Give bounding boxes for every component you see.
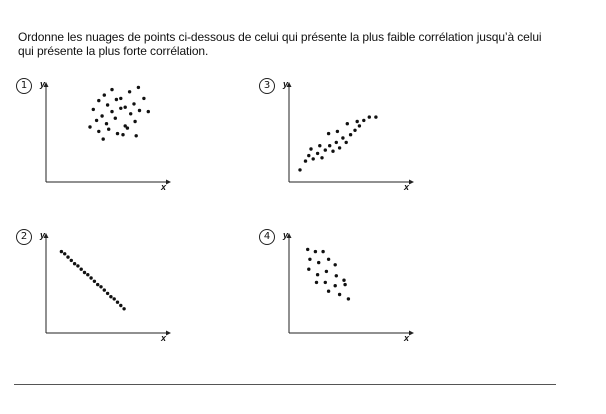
scatter-point xyxy=(318,144,321,147)
x-axis-arrow xyxy=(409,180,414,185)
scatter-point xyxy=(99,285,102,288)
scatter-point xyxy=(353,129,356,132)
plot-number-badge: 2 xyxy=(16,229,32,245)
scatter-point xyxy=(304,159,307,162)
scatter-point xyxy=(347,297,350,300)
y-axis-label: y xyxy=(283,79,289,89)
scatter-point xyxy=(115,98,118,101)
scatter-point xyxy=(331,150,334,153)
scatter-point xyxy=(349,133,352,136)
scatter-point xyxy=(116,301,119,304)
scatter-point xyxy=(133,120,136,123)
scatter-point xyxy=(336,130,339,133)
scatter-point xyxy=(106,292,109,295)
scatter-point xyxy=(97,99,100,102)
scatter-point xyxy=(70,259,73,262)
scatter-point xyxy=(343,283,346,286)
scatter-point xyxy=(307,268,310,271)
scatter-point xyxy=(324,148,327,151)
scatter-point xyxy=(312,157,315,160)
scatter-point xyxy=(107,128,110,131)
scatter-point xyxy=(345,141,348,144)
scatter-point xyxy=(147,110,150,113)
scatter-point xyxy=(119,304,122,307)
scatter-point xyxy=(335,274,338,277)
x-axis-label: x xyxy=(161,333,167,343)
scatter-point xyxy=(73,262,76,265)
scatter-point xyxy=(80,268,83,271)
scatter-point xyxy=(362,119,365,122)
scatter-point xyxy=(315,281,318,284)
scatter-point xyxy=(102,137,105,140)
scatter-point xyxy=(93,280,96,283)
scatter-point xyxy=(327,290,330,293)
scatter-point xyxy=(356,120,359,123)
scatter-point xyxy=(338,293,341,296)
scatter-plot-2 xyxy=(16,227,216,357)
scatter-point xyxy=(335,141,338,144)
scatter-point xyxy=(88,125,91,128)
scatter-point xyxy=(66,255,69,258)
scatter-point xyxy=(374,115,377,118)
scatter-point xyxy=(368,115,371,118)
scatter-point xyxy=(298,168,301,171)
scatter-point xyxy=(126,126,129,129)
y-axis-arrow xyxy=(44,233,49,238)
x-axis-label: x xyxy=(161,182,167,192)
scatter-point xyxy=(307,154,310,157)
scatter-point xyxy=(358,124,361,127)
scatter-chart xyxy=(259,76,459,206)
y-axis-arrow xyxy=(44,82,49,87)
x-axis-label: x xyxy=(404,182,410,192)
scatter-point xyxy=(92,108,95,111)
scatter-point xyxy=(316,273,319,276)
y-axis-arrow xyxy=(287,82,292,87)
x-axis-label: x xyxy=(404,333,410,343)
scatter-point xyxy=(121,133,124,136)
scatter-point xyxy=(89,276,92,279)
plot-number-badge: 1 xyxy=(16,78,32,94)
scatter-point xyxy=(132,102,135,105)
y-axis-arrow xyxy=(287,233,292,238)
x-axis-arrow xyxy=(409,331,414,336)
instruction-text xyxy=(18,30,578,58)
plot-number-badge: 4 xyxy=(259,229,275,245)
scatter-point xyxy=(338,146,341,149)
y-axis-label: y xyxy=(283,230,289,240)
scatter-point xyxy=(135,134,138,137)
scatter-point xyxy=(128,90,131,93)
y-axis-label: y xyxy=(40,79,46,89)
scatter-chart xyxy=(16,76,216,206)
scatter-point xyxy=(100,114,103,117)
x-axis-arrow xyxy=(166,331,171,336)
scatter-point xyxy=(327,258,330,261)
scatter-point xyxy=(116,132,119,135)
scatter-chart xyxy=(259,227,459,357)
instruction-line-1: Ordonne les nuages de points ci-dessous de celui qui présente la plus faible corrélation jusqu’à celui xyxy=(18,30,542,44)
scatter-point xyxy=(76,264,79,267)
scatter-point xyxy=(341,136,344,139)
scatter-point xyxy=(114,117,117,120)
scatter-point xyxy=(60,250,63,253)
y-axis-label: y xyxy=(40,230,46,240)
scatter-point xyxy=(334,263,337,266)
scatter-point xyxy=(328,144,331,147)
scatter-point xyxy=(346,122,349,125)
scatter-plot-1 xyxy=(16,76,216,206)
bottom-divider xyxy=(14,384,556,385)
scatter-point xyxy=(321,250,324,253)
scatter-point xyxy=(86,273,89,276)
x-axis-arrow xyxy=(166,180,171,185)
scatter-point xyxy=(110,110,113,113)
plot-number-badge: 3 xyxy=(259,78,275,94)
scatter-point xyxy=(103,288,106,291)
scatter-point xyxy=(342,279,345,282)
scatter-point xyxy=(325,270,328,273)
scatter-chart xyxy=(16,227,216,357)
scatter-point xyxy=(119,107,122,110)
scatter-point xyxy=(138,109,141,112)
scatter-plot-3 xyxy=(259,76,459,206)
instruction-line-2: qui présente la plus forte corrélation. xyxy=(18,44,209,58)
scatter-point xyxy=(320,156,323,159)
scatter-point xyxy=(316,152,319,155)
scatter-point xyxy=(105,122,108,125)
scatter-point xyxy=(124,106,127,109)
scatter-point xyxy=(327,132,330,135)
scatter-point xyxy=(63,252,66,255)
scatter-point xyxy=(317,261,320,264)
scatter-point xyxy=(334,284,337,287)
scatter-point xyxy=(83,271,86,274)
scatter-point xyxy=(308,258,311,261)
scatter-point xyxy=(113,297,116,300)
scatter-point xyxy=(314,250,317,253)
scatter-point xyxy=(324,281,327,284)
scatter-plot-4 xyxy=(259,227,459,357)
scatter-point xyxy=(309,147,312,150)
scatter-point xyxy=(110,88,113,91)
scatter-point xyxy=(122,307,125,310)
scatter-point xyxy=(97,130,100,133)
scatter-point xyxy=(103,93,106,96)
scatter-point xyxy=(95,119,98,122)
scatter-point xyxy=(96,283,99,286)
scatter-point xyxy=(109,295,112,298)
scatter-point xyxy=(129,112,132,115)
scatter-point xyxy=(306,248,309,251)
scatter-point xyxy=(142,97,145,100)
scatter-point xyxy=(137,86,140,89)
scatter-point xyxy=(119,97,122,100)
scatter-point xyxy=(106,103,109,106)
